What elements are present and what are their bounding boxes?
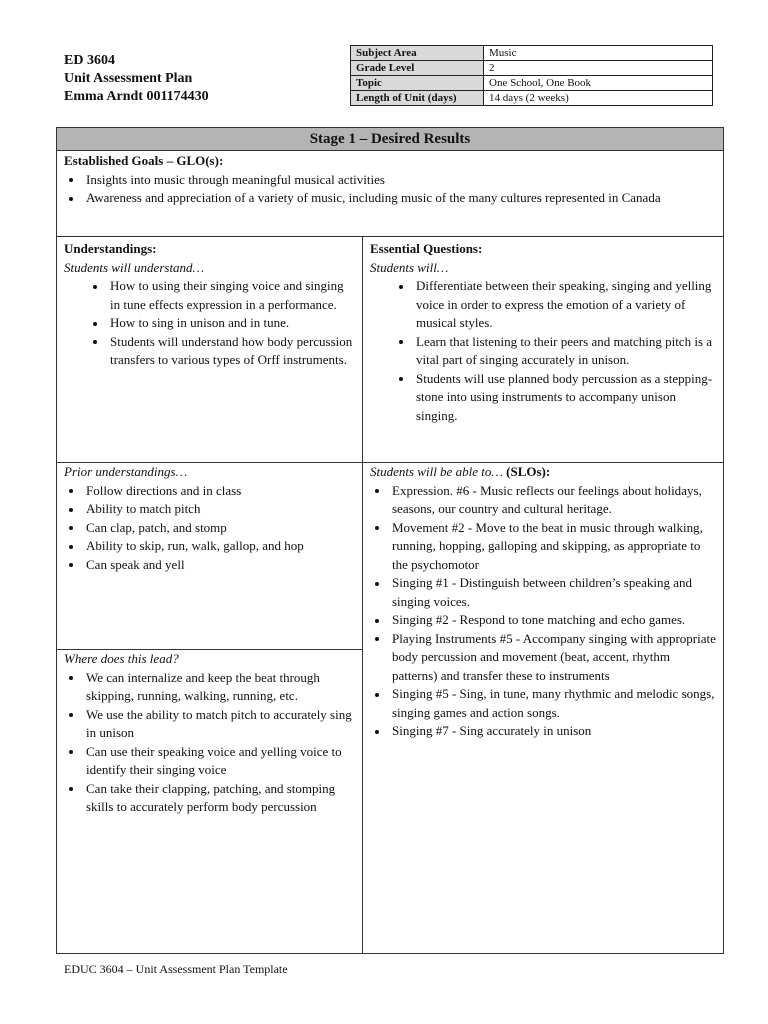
- info-row-grade: [351, 61, 713, 76]
- divider: [57, 236, 723, 237]
- understandings-heading: Understandings:: [64, 241, 157, 256]
- info-row-length: [351, 91, 713, 106]
- list-item: Ability to match pitch: [64, 500, 354, 519]
- prior-intro: Prior understandings…: [64, 464, 188, 479]
- list-item: Students will use planned body percussion as a stepping-stone into using instruments to accompany unison singing.: [370, 370, 716, 426]
- list-item: How to using their singing voice and singing in tune effects expression in a performance.: [64, 277, 354, 314]
- author-name: Emma Arndt 001174430: [64, 89, 209, 104]
- slos-intro: Students will be able to…: [370, 464, 503, 479]
- plan-title: Unit Assessment Plan: [64, 71, 193, 86]
- list-item: Can speak and yell: [64, 556, 354, 575]
- list-item: Can take their clapping, patching, and stomping skills to accurately perform body percussion: [64, 780, 354, 817]
- list-item: Expression. #6 - Music reflects our feelings about holidays, seasons, our country and cultural heritage.: [370, 482, 716, 519]
- stage-1-table: [56, 127, 724, 954]
- info-value: 14 days (2 weeks): [484, 91, 713, 106]
- info-value: 2: [484, 61, 713, 76]
- essential-questions-section: [370, 240, 716, 425]
- course-code: ED 3604: [64, 53, 115, 68]
- info-row-subject: [351, 46, 713, 61]
- prior-list: [64, 482, 354, 575]
- list-item: Singing #5 - Sing, in tune, many rhythmic and melodic songs, singing games and action songs.: [370, 685, 716, 722]
- understandings-section: [64, 240, 354, 370]
- list-item: Differentiate between their speaking, singing and yelling voice in order to express the emotion of a variety of musical styles.: [370, 277, 716, 333]
- list-item: We can internalize and keep the beat through skipping, running, walking, running, etc.: [64, 669, 354, 706]
- list-item: Singing #2 - Respond to tone matching and echo games.: [370, 611, 716, 630]
- info-value: Music: [484, 46, 713, 61]
- where-does-this-lead-section: [64, 650, 354, 817]
- info-label: Grade Level: [351, 61, 484, 76]
- info-value: One School, One Book: [484, 76, 713, 91]
- column-divider: [362, 236, 363, 953]
- list-item: Movement #2 - Move to the beat in music through walking, running, hopping, galloping and skipping, as appropriate to the psychomotor: [370, 519, 716, 575]
- list-item: Can use their speaking voice and yelling voice to identify their singing voice: [64, 743, 354, 780]
- goals-list: [64, 171, 714, 208]
- list-item: How to sing in unison and in tune.: [64, 314, 354, 333]
- info-label: Length of Unit (days): [351, 91, 484, 106]
- goals-section: [64, 152, 714, 208]
- understandings-intro: Students will understand…: [64, 259, 205, 275]
- info-label: Subject Area: [351, 46, 484, 61]
- list-item: Can clap, patch, and stomp: [64, 519, 354, 538]
- list-item: Follow directions and in class: [64, 482, 354, 501]
- unit-info-table: [350, 45, 713, 106]
- info-row-topic: [351, 76, 713, 91]
- slos-section: [370, 463, 716, 741]
- understandings-list: [64, 277, 354, 370]
- stage-title: Stage 1 – Desired Results: [57, 128, 723, 151]
- list-item: Ability to skip, run, walk, gallop, and hop: [64, 537, 354, 556]
- info-label: Topic: [351, 76, 484, 91]
- list-item: Playing Instruments #5 - Accompany singing with appropriate body percussion and movement (beat, accent, rhythm patterns) and transfer these to instruments: [370, 630, 716, 686]
- list-item: We use the ability to match pitch to accurately sing in unison: [64, 706, 354, 743]
- slos-list: [370, 482, 716, 741]
- slos-label: (SLOs):: [506, 464, 551, 479]
- questions-intro: Students will…: [370, 259, 449, 275]
- page-footer: EDUC 3604 – Unit Assessment Plan Template: [64, 962, 288, 976]
- list-item: Learn that listening to their peers and matching pitch is a vital part of singing accurately in unison.: [370, 333, 716, 370]
- list-item: Singing #1 - Distinguish between children’s speaking and singing voices.: [370, 574, 716, 611]
- list-item: Singing #7 - Sing accurately in unison: [370, 722, 716, 741]
- lead-list: [64, 669, 354, 817]
- prior-understandings-section: [64, 463, 354, 574]
- list-item: Awareness and appreciation of a variety of music, including music of the many cultures represented in Canada: [64, 189, 714, 208]
- list-item: Insights into music through meaningful musical activities: [64, 171, 714, 190]
- questions-list: [370, 277, 716, 425]
- document-header: [64, 52, 209, 106]
- slos-heading: [370, 463, 716, 482]
- questions-heading: Essential Questions:: [370, 241, 483, 256]
- goals-heading: Established Goals – GLO(s):: [64, 153, 224, 168]
- lead-intro: Where does this lead?: [64, 651, 179, 666]
- list-item: Students will understand how body percussion transfers to various types of Orff instruments.: [64, 333, 354, 370]
